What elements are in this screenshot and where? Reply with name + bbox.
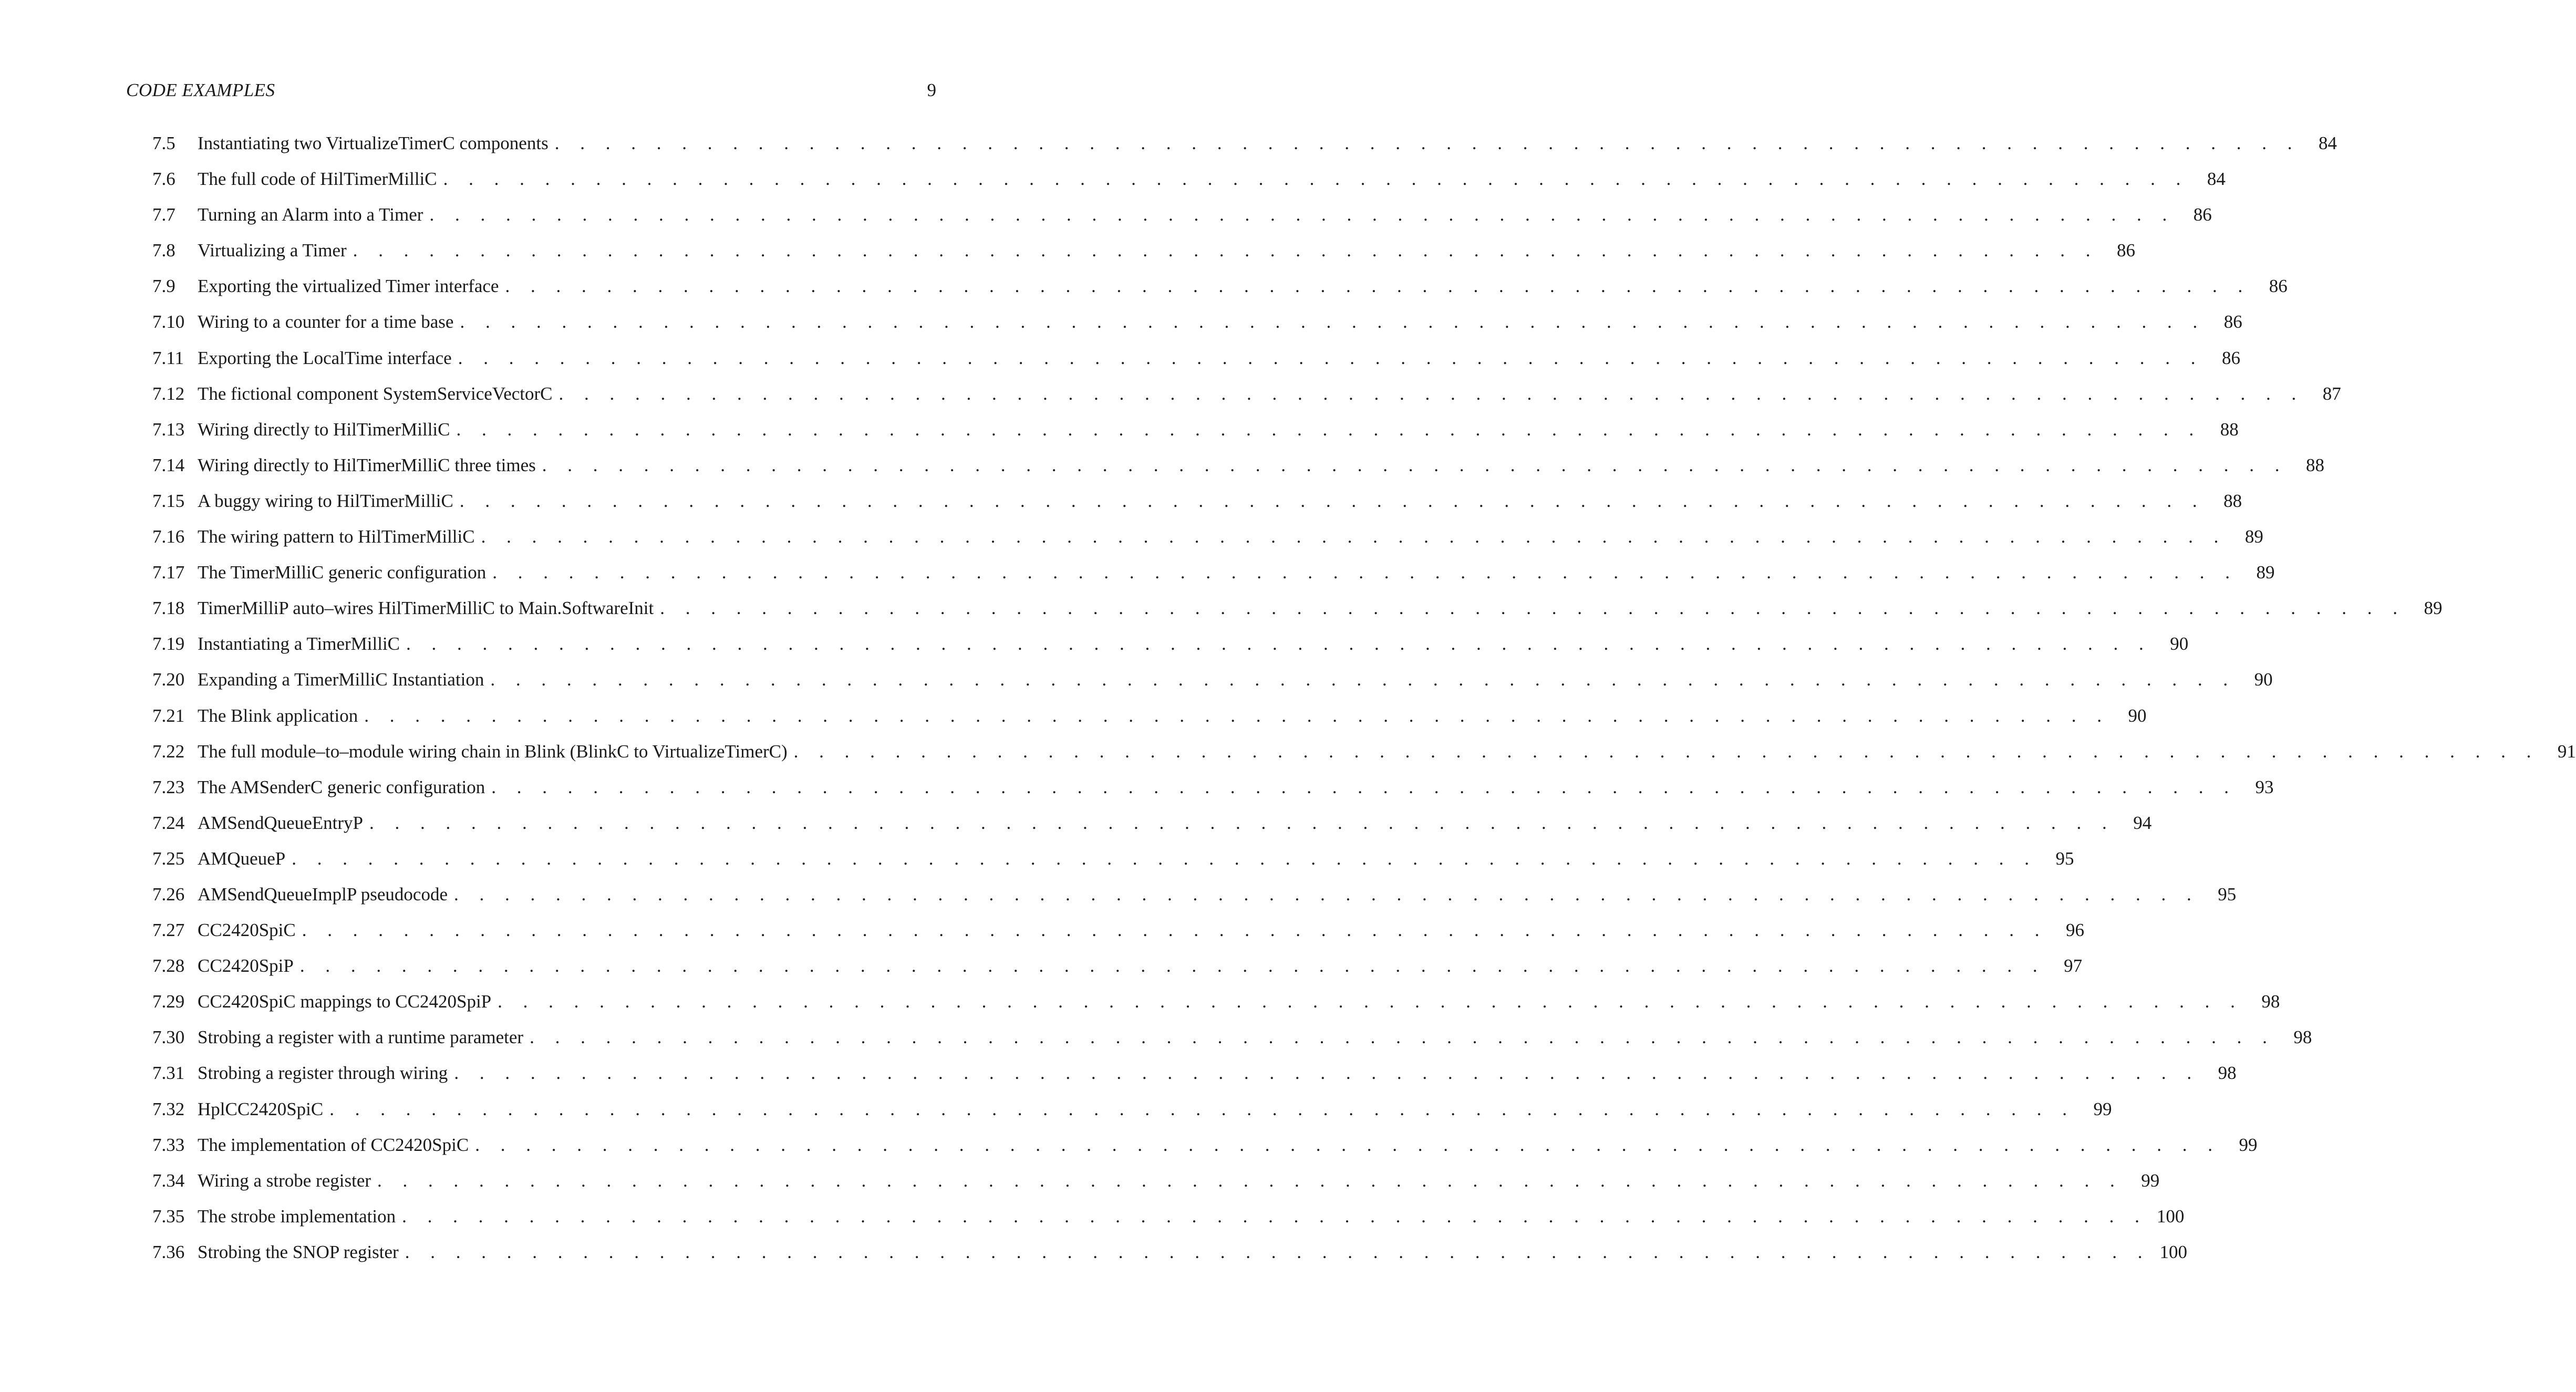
running-header-title: CODE EXAMPLES	[126, 80, 275, 100]
toc-entry-title: A buggy wiring to HilTimerMilliC	[198, 488, 460, 514]
toc-entry-line	[198, 237, 2135, 264]
toc-entry-title: Exporting the virtualized Timer interface	[198, 273, 505, 299]
toc-entry-line	[198, 559, 2275, 586]
dot-leader: . . . . . . . . . . . . . . . . . . . . . . . . . . . . . . . . . . . . . . . . . . . . . . . . . . . . . . . . . . . . . . . . . . . . .	[660, 598, 2406, 619]
toc-entry-number: 7.9	[152, 276, 175, 297]
dot-leader: . . . . . . . . . . . . . . . . . . . . . . . . . . . . . . . . . . . . . . . . . . . . . . . . . . . . . . . . . . . . . . . . . . . . .	[377, 1170, 2123, 1191]
toc-entry-title: Exporting the LocalTime interface	[198, 345, 458, 371]
toc-entry-title: Wiring directly to HilTimerMilliC	[198, 417, 456, 443]
toc-entry-number: 7.34	[152, 1170, 185, 1191]
toc-entry-number: 7.25	[152, 848, 185, 869]
toc-entry[interactable]	[152, 631, 2189, 667]
toc-entry-page: 99	[2093, 1098, 2112, 1119]
toc-entry[interactable]	[152, 202, 2212, 237]
toc-entry-page: 99	[2141, 1170, 2160, 1191]
toc-entry-number: 7.6	[152, 169, 175, 190]
toc-entry[interactable]	[152, 417, 2239, 452]
toc-entry-line	[198, 595, 2443, 621]
toc-entry-line	[198, 1239, 2187, 1265]
dot-leader: . . . . . . . . . . . . . . . . . . . . . . . . . . . . . . . . . . . . . . . . . . . . . . . . . . . . . . . . . . . . . . . . . . . . .	[481, 526, 2227, 547]
toc-entry-title: The strobe implementation	[198, 1203, 402, 1230]
toc-entry-number: 7.24	[152, 812, 185, 833]
dot-leader: . . . . . . . . . . . . . . . . . . . . . . . . . . . . . . . . . . . . . . . . . . . . . . . . . . . . . . . . . . . . . . . . . . . . .	[405, 1241, 2150, 1262]
toc-entry-line	[198, 1024, 2312, 1051]
dot-leader: . . . . . . . . . . . . . . . . . . . . . . . . . . . . . . . . . . . . . . . . . . . . . . . . . . . . . . . . . . . . . . . . . . . . .	[491, 776, 2237, 797]
toc-entry-number: 7.30	[152, 1027, 185, 1048]
toc-entry-title: Turning an Alarm into a Timer	[198, 202, 429, 228]
toc-entry-line	[198, 953, 2083, 979]
toc-entry-number: 7.27	[152, 920, 185, 941]
dot-leader: . . . . . . . . . . . . . . . . . . . . . . . . . . . . . . . . . . . . . . . . . . . . . . . . . . . . . . . . . . . . . . . . . . . . .	[558, 383, 2304, 404]
toc-entry-title: CC2420SpiC mappings to CC2420SpiP	[198, 989, 498, 1015]
toc-entry-number: 7.33	[152, 1134, 185, 1155]
toc-entry-number: 7.8	[152, 240, 175, 261]
toc-entry-page: 94	[2133, 812, 2152, 833]
toc-entry-line	[198, 881, 2237, 908]
toc-entry[interactable]	[152, 703, 2147, 739]
toc-entry-page: 90	[2254, 669, 2273, 690]
toc-entry-line	[198, 345, 2240, 371]
toc-entry-title: The wiring pattern to HilTimerMilliC	[198, 524, 481, 550]
dot-leader: . . . . . . . . . . . . . . . . . . . . . . . . . . . . . . . . . . . . . . . . . . . . . . . . . . . . . . . . . . . . . . . . . . . . .	[490, 669, 2236, 690]
toc-entry-title: CC2420SpiP	[198, 953, 300, 979]
dot-leader: . . . . . . . . . . . . . . . . . . . . . . . . . . . . . . . . . . . . . . . . . . . . . . . . . . . . . . . . . . . . . . . . . . . . .	[454, 1063, 2200, 1084]
toc-entry[interactable]	[152, 1060, 2237, 1096]
toc-entry-line	[198, 1168, 2160, 1194]
toc-entry-page: 87	[2322, 383, 2341, 404]
toc-entry-title: Wiring directly to HilTimerMilliC three times	[198, 452, 542, 479]
dot-leader: . . . . . . . . . . . . . . . . . . . . . . . . . . . . . . . . . . . . . . . . . . . . . . . . . . . . . . . . . . . . . . . . . . . . .	[402, 1206, 2148, 1227]
toc-entry-page: 86	[2269, 276, 2288, 297]
toc-entry-line	[198, 703, 2147, 729]
toc-entry-number: 7.22	[152, 741, 185, 762]
toc-entry[interactable]	[152, 452, 2325, 488]
toc-entry[interactable]	[152, 309, 2242, 345]
toc-entry[interactable]	[152, 810, 2152, 846]
toc-entry-line	[198, 130, 2337, 157]
dot-leader: . . . . . . . . . . . . . . . . . . . . . . . . . . . . . . . . . . . . . . . . . . . . . . . . . . . . . . . . . . . . . . . . . . . . .	[530, 1027, 2275, 1048]
dot-leader: . . . . . . . . . . . . . . . . . . . . . . . . . . . . . . . . . . . . . . . . . . . . . . . . . . . . . . . . . . . . . . . . . . . . .	[353, 240, 2098, 261]
toc-entry-line	[198, 452, 2325, 479]
toc-entry-title: Strobing a register with a runtime parameter	[198, 1024, 530, 1051]
toc-entry-number: 7.19	[152, 633, 185, 655]
toc-entry-number: 7.10	[152, 311, 185, 333]
toc-entry[interactable]	[152, 237, 2135, 273]
toc-entry[interactable]	[152, 989, 2280, 1024]
toc-entry-page: 95	[2218, 884, 2237, 905]
toc-entry-page: 88	[2306, 454, 2325, 475]
dot-leader: . . . . . . . . . . . . . . . . . . . . . . . . . . . . . . . . . . . . . . . . . . . . . . . . . . . . . . . . . . . . . . . . . . . . .	[292, 848, 2037, 869]
toc-entry[interactable]	[152, 917, 2084, 953]
toc-entry-line	[198, 381, 2341, 407]
toc-entry-line	[198, 1060, 2237, 1086]
toc-entry-number: 7.13	[152, 419, 185, 440]
toc-entry[interactable]	[152, 524, 2263, 559]
toc-entry[interactable]	[152, 1024, 2312, 1060]
toc-entry-page: 90	[2128, 705, 2147, 726]
toc-entry-page: 91	[2557, 741, 2576, 762]
dot-leader: . . . . . . . . . . . . . . . . . . . . . . . . . . . . . . . . . . . . . . . . . . . . . . . . . . . . . . . . . . . . . . . . . . . . .	[475, 1134, 2221, 1155]
dot-leader: . . . . . . . . . . . . . . . . . . . . . . . . . . . . . . . . . . . . . . . . . . . . . . . . . . . . . . . . . . . . . . . . . . . . .	[498, 991, 2243, 1012]
toc-entry-title: AMQueueP	[198, 846, 292, 872]
toc-entry-page: 98	[2261, 991, 2280, 1012]
toc-entry-title: HplCC2420SpiC	[198, 1096, 329, 1123]
toc-entry-title: Wiring a strobe register	[198, 1168, 377, 1194]
dot-leader: . . . . . . . . . . . . . . . . . . . . . . . . . . . . . . . . . . . . . . . . . . . . . . . . . . . . . . . . . . . . . . . . . . . . .	[554, 133, 2300, 153]
toc-entry-line	[198, 739, 2576, 765]
toc-entry-title: The AMSenderC generic configuration	[198, 774, 491, 801]
toc-entry-number: 7.15	[152, 490, 185, 511]
toc-entry-number: 7.29	[152, 991, 185, 1012]
toc-entry-title: AMSendQueueEntryP	[198, 810, 369, 836]
toc-entry[interactable]	[152, 130, 2337, 166]
toc-entry[interactable]	[152, 273, 2288, 309]
toc-entry[interactable]	[152, 1168, 2160, 1203]
toc-entry-line	[198, 917, 2084, 943]
toc-entry-page: 86	[2221, 347, 2240, 368]
toc-entry-title: Strobing the SNOP register	[198, 1239, 405, 1265]
toc-entry-title: TimerMilliP auto–wires HilTimerMilliC to Main.SoftwareInit	[198, 595, 660, 621]
page-header	[126, 80, 946, 106]
toc-entry-page: 88	[2223, 490, 2242, 511]
dot-leader: . . . . . . . . . . . . . . . . . . . . . . . . . . . . . . . . . . . . . . . . . . . . . . . . . . . . . . . . . . . . . . . . . . . . .	[364, 705, 2110, 726]
toc-entry-number: 7.26	[152, 884, 185, 905]
toc-entry-page: 90	[2170, 633, 2189, 655]
toc-entry-page: 84	[2207, 169, 2226, 190]
toc-entry-line	[198, 846, 2074, 872]
toc-entry-number: 7.11	[152, 347, 184, 368]
toc-entry[interactable]	[152, 166, 2226, 202]
toc-entry-page: 100	[2156, 1206, 2185, 1227]
toc-entry[interactable]	[152, 1203, 2185, 1239]
toc-entry[interactable]	[152, 1132, 2258, 1168]
toc-entry-page: 96	[2065, 920, 2084, 941]
toc-entry-title: Wiring to a counter for a time base	[198, 309, 460, 335]
toc-entry-line	[198, 202, 2212, 228]
toc-entry-title: Expanding a TimerMilliC Instantiation	[198, 667, 490, 693]
toc-entry-line	[198, 810, 2152, 836]
toc-entry-line	[198, 417, 2239, 443]
toc-entry[interactable]	[152, 595, 2443, 631]
dot-leader: . . . . . . . . . . . . . . . . . . . . . . . . . . . . . . . . . . . . . . . . . . . . . . . . . . . . . . . . . . . . . . . . . . . . .	[542, 454, 2288, 475]
toc-entry-line	[198, 273, 2288, 299]
toc-entry[interactable]	[152, 881, 2237, 917]
toc-entry-title: The full code of HilTimerMilliC	[198, 166, 443, 192]
dot-leader: . . . . . . . . . . . . . . . . . . . . . . . . . . . . . . . . . . . . . . . . . . . . . . . . . . . . . . . . . . . . . . . . . . . . .	[299, 955, 2046, 977]
toc-entry[interactable]	[152, 739, 2576, 774]
toc-entry-number: 7.20	[152, 669, 185, 690]
toc-entry-title: The fictional component SystemServiceVectorC	[198, 381, 559, 407]
toc-entry-line	[198, 1096, 2112, 1123]
toc-entry-title: CC2420SpiC	[198, 917, 302, 943]
toc-entry-title: The TimerMilliC generic configuration	[198, 559, 492, 586]
toc-entry-page: 95	[2055, 848, 2074, 869]
toc-entry-page: 100	[2159, 1241, 2187, 1262]
toc-entry-page: 89	[2244, 526, 2263, 547]
toc-entry[interactable]	[152, 846, 2074, 881]
dot-leader: . . . . . . . . . . . . . . . . . . . . . . . . . . . . . . . . . . . . . . . . . . . . . . . . . . . . . . . . . . . . . . . . . . . . .	[492, 562, 2238, 583]
toc-entry-number: 7.31	[152, 1063, 185, 1084]
toc-entry-page: 97	[2064, 955, 2083, 977]
toc-entry-line	[198, 631, 2189, 657]
toc-entry-number: 7.36	[152, 1241, 185, 1262]
toc-entry-number: 7.18	[152, 598, 185, 619]
dot-leader: . . . . . . . . . . . . . . . . . . . . . . . . . . . . . . . . . . . . . . . . . . . . . . . . . . . . . . . . . . . . . . . . . . . . .	[369, 812, 2115, 833]
dot-leader: . . . . . . . . . . . . . . . . . . . . . . . . . . . . . . . . . . . . . . . . . . . . . . . . . . . . . . . . . . . . . . . . . . . . .	[443, 169, 2189, 190]
dot-leader: . . . . . . . . . . . . . . . . . . . . . . . . . . . . . . . . . . . . . . . . . . . . . . . . . . . . . . . . . . . . . . . . . . . . .	[454, 884, 2200, 905]
toc-entry-line	[198, 166, 2226, 192]
dot-leader: . . . . . . . . . . . . . . . . . . . . . . . . . . . . . . . . . . . . . . . . . . . . . . . . . . . . . . . . . . . . . . . . . . . . .	[505, 276, 2251, 297]
toc-entry[interactable]	[152, 488, 2242, 524]
toc-entry-title: Instantiating a TimerMilliC	[198, 631, 406, 657]
toc-entry[interactable]	[152, 559, 2275, 595]
toc-entry-number: 7.17	[152, 562, 185, 583]
toc-entry-page: 84	[2318, 133, 2337, 153]
toc-entry-title: Virtualizing a Timer	[198, 237, 353, 264]
toc-entry-line	[198, 524, 2263, 550]
dot-leader: . . . . . . . . . . . . . . . . . . . . . . . . . . . . . . . . . . . . . . . . . . . . . . . . . . . . . . . . . . . . . . . . . . . . .	[458, 347, 2203, 368]
toc-entry-number: 7.14	[152, 454, 185, 475]
toc-entry-title: The Blink application	[198, 703, 364, 729]
dot-leader: . . . . . . . . . . . . . . . . . . . . . . . . . . . . . . . . . . . . . . . . . . . . . . . . . . . . . . . . . . . . . . . . . . . . .	[460, 311, 2206, 333]
toc-entry-number: 7.35	[152, 1206, 185, 1227]
toc-entry-number: 7.12	[152, 383, 185, 404]
toc-entry-line	[198, 774, 2274, 801]
toc-entry-page: 98	[2293, 1027, 2312, 1048]
toc-entry-number: 7.16	[152, 526, 185, 547]
toc-entry-line	[198, 667, 2273, 693]
toc-entry-page: 89	[2424, 598, 2443, 619]
toc-entry-title: AMSendQueueImplP pseudocode	[198, 881, 454, 908]
toc-entry-page: 86	[2116, 240, 2135, 261]
toc-entry-number: 7.32	[152, 1098, 185, 1119]
toc-entry-number: 7.5	[152, 133, 175, 153]
toc-entry-page: 86	[2193, 204, 2212, 225]
toc-entry[interactable]	[152, 667, 2273, 702]
toc-entry-number: 7.23	[152, 776, 185, 797]
toc-entry-page: 89	[2256, 562, 2275, 583]
toc-entry-line	[198, 989, 2280, 1015]
dot-leader: . . . . . . . . . . . . . . . . . . . . . . . . . . . . . . . . . . . . . . . . . . . . . . . . . . . . . . . . . . . . . . . . . . . . .	[302, 920, 2047, 941]
toc-entry-number: 7.28	[152, 955, 185, 977]
toc-entry-title: The full module–to–module wiring chain in Blink (BlinkC to VirtualizeTimerC)	[198, 739, 794, 765]
page-number: 9	[927, 80, 936, 100]
dot-leader: . . . . . . . . . . . . . . . . . . . . . . . . . . . . . . . . . . . . . . . . . . . . . . . . . . . . . . . . . . . . . . . . . . . . .	[456, 419, 2202, 440]
toc-entry-page: 88	[2220, 419, 2239, 440]
toc-entry[interactable]	[152, 1239, 2187, 1275]
toc-entry[interactable]	[152, 953, 2083, 989]
dot-leader: . . . . . . . . . . . . . . . . . . . . . . . . . . . . . . . . . . . . . . . . . . . . . . . . . . . . . . . . . . . . . . . . . . . . .	[406, 633, 2152, 655]
toc-entry[interactable]	[152, 381, 2341, 417]
toc-entry-page: 99	[2239, 1134, 2258, 1155]
toc-entry[interactable]	[152, 774, 2274, 810]
toc-entry-title: Instantiating two VirtualizeTimerC components	[198, 130, 555, 157]
toc-entry-line	[198, 1203, 2185, 1230]
toc-entry-title: Strobing a register through wiring	[198, 1060, 454, 1086]
toc-entry-number: 7.7	[152, 204, 175, 225]
dot-leader: . . . . . . . . . . . . . . . . . . . . . . . . . . . . . . . . . . . . . . . . . . . . . . . . . . . . . . . . . . . . . . . . . . . . .	[429, 204, 2175, 225]
toc-entry[interactable]	[152, 345, 2240, 381]
toc-entry-page: 98	[2218, 1063, 2237, 1084]
toc-entry-page: 86	[2223, 311, 2242, 333]
dot-leader: . . . . . . . . . . . . . . . . . . . . . . . . . . . . . . . . . . . . . . . . . . . . . . . . . . . . . . . . . . . . . . . . . . . . .	[329, 1098, 2075, 1119]
toc-entry-line	[198, 309, 2242, 335]
toc-entry-line	[198, 1132, 2258, 1158]
dot-leader: . . . . . . . . . . . . . . . . . . . . . . . . . . . . . . . . . . . . . . . . . . . . . . . . . . . . . . . . . . . . . . . . . . . . .	[793, 741, 2539, 762]
dot-leader: . . . . . . . . . . . . . . . . . . . . . . . . . . . . . . . . . . . . . . . . . . . . . . . . . . . . . . . . . . . . . . . . . . . . .	[459, 490, 2206, 511]
toc-entry[interactable]	[152, 1096, 2112, 1132]
toc-entry-line	[198, 488, 2242, 514]
toc-entry-page: 93	[2255, 776, 2274, 797]
code-examples-list	[152, 130, 2576, 1275]
toc-entry-title: The implementation of CC2420SpiC	[198, 1132, 475, 1158]
toc-entry-number: 7.21	[152, 705, 185, 726]
